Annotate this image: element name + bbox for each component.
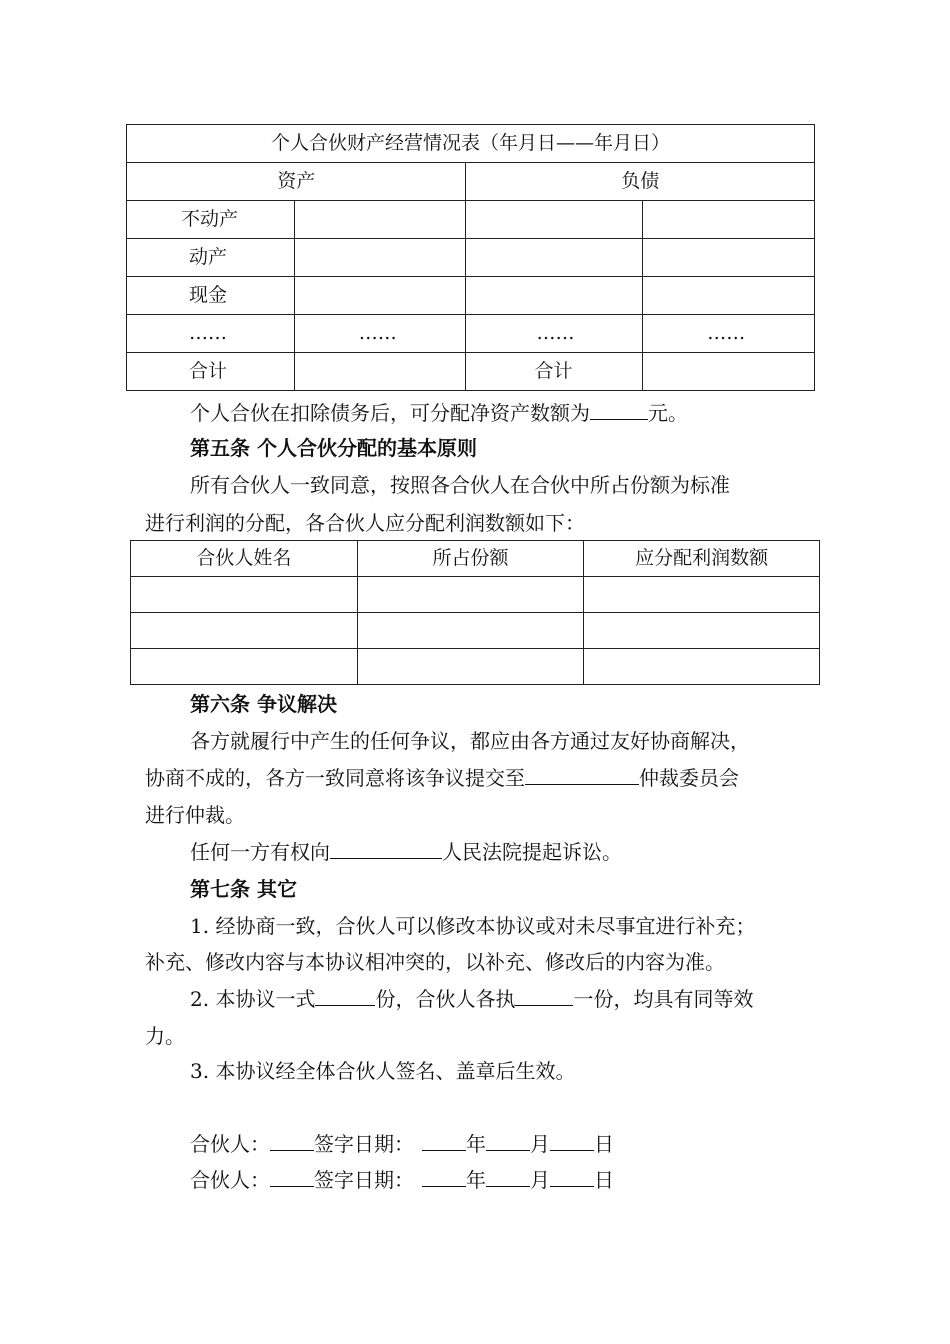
table-cell[interactable] — [466, 277, 643, 315]
article7-item3: 3. 本协议经全体合伙人签名、盖章后生效。 — [190, 1059, 576, 1083]
net-assets-blank[interactable] — [590, 401, 648, 420]
day-label: 日 — [594, 1132, 614, 1156]
liabilities-total-label: 合计 — [466, 353, 643, 391]
each-holds-text: 份，合伙人各执 — [375, 987, 516, 1011]
ellipsis-cell: …… — [127, 315, 295, 353]
table-cell[interactable] — [294, 201, 466, 239]
table-row — [131, 613, 820, 649]
article7-item1-line1: 1. 经协商一致，合伙人可以修改本协议或对未尽事宜进行补充； — [190, 914, 756, 938]
table-cell[interactable] — [466, 201, 643, 239]
article6-line1: 各方就履行中产生的任何争议，都应由各方通过友好协商解决， — [190, 729, 750, 753]
signature-line — [190, 1164, 614, 1193]
article7-item1-line2: 补充、修改内容与本协议相冲突的，以补充、修改后的内容为准。 — [145, 950, 725, 974]
year-blank[interactable] — [422, 1168, 466, 1187]
arbitration-body-blank[interactable] — [525, 766, 639, 785]
court-blank[interactable] — [330, 840, 442, 859]
day-blank[interactable] — [550, 1168, 594, 1187]
ellipsis-cell: …… — [294, 315, 466, 353]
row-label: 现金 — [127, 277, 295, 315]
table-cell[interactable] — [357, 613, 584, 649]
table-cell[interactable] — [584, 577, 820, 613]
row-label: 不动产 — [127, 201, 295, 239]
year-blank[interactable] — [422, 1132, 466, 1151]
year-label: 年 — [466, 1132, 486, 1156]
court-suffix-text: 人民法院提起诉讼。 — [442, 840, 622, 864]
ellipsis-cell: …… — [466, 315, 643, 353]
article7-item2-line1 — [190, 983, 753, 1012]
table-cell[interactable] — [643, 239, 815, 277]
table-cell[interactable] — [294, 239, 466, 277]
table-cell[interactable] — [643, 353, 815, 391]
day-blank[interactable] — [550, 1132, 594, 1151]
share-header: 所占份额 — [357, 541, 584, 577]
table-cell[interactable] — [466, 239, 643, 277]
article5-heading: 第五条 个人合伙分配的基本原则 — [190, 436, 477, 460]
article6-heading: 第六条 争议解决 — [190, 692, 337, 716]
table-row — [127, 277, 815, 315]
partner-label: 合伙人： — [190, 1168, 270, 1192]
table-cell[interactable] — [357, 649, 584, 685]
net-assets-text: 个人合伙在扣除债务后，可分配净资产数额为 — [190, 401, 590, 425]
property-status-table — [126, 124, 815, 391]
equal-effect-text: 一份，均具有同等效 — [573, 987, 754, 1011]
sign-date-label: 签字日期： — [314, 1132, 414, 1156]
article5-line1: 所有合伙人一致同意，按照各合伙人在合伙中所占份额为标准 — [190, 473, 730, 497]
profit-amount-header: 应分配利润数额 — [584, 541, 820, 577]
signature-line — [190, 1128, 614, 1157]
table-row — [127, 201, 815, 239]
partner-signature-blank[interactable] — [270, 1132, 314, 1151]
table-cell[interactable] — [131, 649, 358, 685]
table-cell[interactable] — [643, 201, 815, 239]
table-cell[interactable] — [131, 613, 358, 649]
court-text: 任何一方有权向 — [190, 840, 330, 864]
article7-item2-line2: 力。 — [145, 1024, 185, 1048]
table-cell[interactable] — [294, 277, 466, 315]
month-label: 月 — [530, 1168, 550, 1192]
article6-line2 — [145, 762, 739, 791]
table-cell[interactable] — [584, 613, 820, 649]
article5-line2: 进行利润的分配，各合伙人应分配利润数额如下： — [145, 511, 585, 535]
table-cell[interactable] — [131, 577, 358, 613]
table-row — [131, 649, 820, 685]
partner-name-header: 合伙人姓名 — [131, 541, 358, 577]
row-label: 动产 — [127, 239, 295, 277]
copies-blank[interactable] — [315, 987, 375, 1006]
article6-line3: 进行仲裁。 — [145, 803, 245, 827]
day-label: 日 — [594, 1168, 614, 1192]
table-cell[interactable] — [357, 577, 584, 613]
sign-date-label: 签字日期： — [314, 1168, 414, 1192]
liabilities-header: 负债 — [466, 163, 815, 201]
table-row — [131, 577, 820, 613]
arbitration-committee-text: 仲裁委员会 — [639, 766, 739, 790]
copies-text: 2. 本协议一式 — [190, 987, 316, 1011]
month-label: 月 — [530, 1132, 550, 1156]
ellipsis-cell: …… — [643, 315, 815, 353]
article7-heading: 第七条 其它 — [190, 877, 297, 901]
table-row — [127, 239, 815, 277]
year-label: 年 — [466, 1168, 486, 1192]
table-row — [127, 315, 815, 353]
article6-line4 — [190, 836, 622, 865]
partner-signature-blank[interactable] — [270, 1168, 314, 1187]
month-blank[interactable] — [486, 1132, 530, 1151]
assets-header: 资产 — [127, 163, 466, 201]
assets-total-label: 合计 — [127, 353, 295, 391]
arbitration-text: 协商不成的，各方一致同意将该争议提交至 — [145, 766, 525, 790]
table-cell[interactable] — [584, 649, 820, 685]
table-row — [127, 353, 815, 391]
profit-distribution-table — [130, 540, 820, 685]
month-blank[interactable] — [486, 1168, 530, 1187]
table-cell[interactable] — [643, 277, 815, 315]
table-cell[interactable] — [294, 353, 466, 391]
net-assets-unit: 元。 — [648, 401, 688, 425]
net-assets-line — [190, 397, 688, 426]
property-table-title: 个人合伙财产经营情况表（年月日——年月日） — [127, 125, 815, 163]
each-holds-blank[interactable] — [515, 987, 573, 1006]
partner-label: 合伙人： — [190, 1132, 270, 1156]
